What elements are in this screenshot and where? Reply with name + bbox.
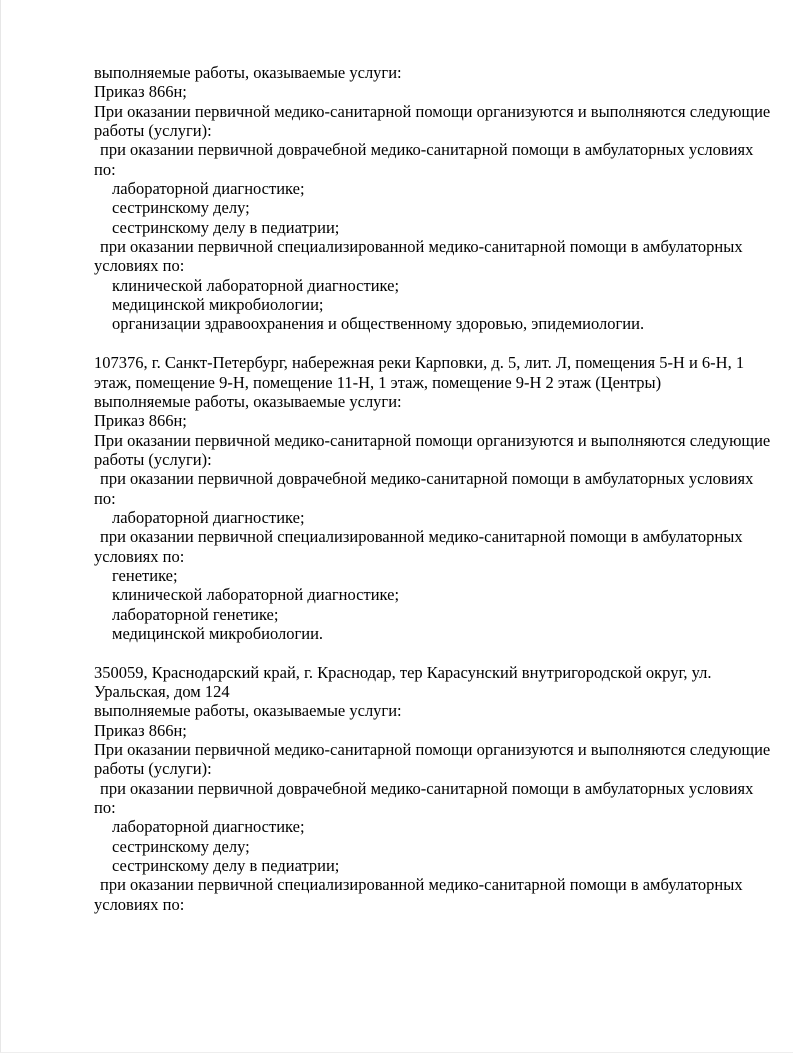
- text-line: выполняемые работы, оказываемые услуги:: [94, 63, 402, 82]
- text-line: по:: [94, 798, 116, 818]
- section-address-block-krasnodar: [94, 662, 771, 914]
- text-line: по:: [94, 159, 116, 179]
- text-line: При оказании первичной медико-санитарной помощи организуются и выполняются следующие: [94, 740, 771, 760]
- text-line: по:: [94, 488, 116, 508]
- text-line: при оказании первичной специализированной медико-санитарной помощи в амбулаторных: [100, 237, 743, 257]
- text-line: работы (услуги):: [94, 759, 212, 779]
- text-line: при оказании первичной специализированной медико-санитарной помощи в амбулаторных: [100, 527, 743, 547]
- text-line: при оказании первичной доврачебной медико-санитарной помощи в амбулаторных условиях: [100, 140, 754, 160]
- text-line: При оказании первичной медико-санитарной помощи организуются и выполняются следующие: [94, 101, 771, 121]
- text-line: клинической лабораторной диагностике;: [112, 585, 400, 605]
- text-line: 350059, Краснодарский край, г. Краснодар, тер Карасунский внутригородской округ, ул.: [94, 662, 712, 682]
- text-line: Уральская, дом 124: [94, 682, 230, 701]
- text-line: организации здравоохранения и общественному здоровью, эпидемиологии.: [112, 314, 645, 334]
- text-line: работы (услуги):: [94, 121, 212, 141]
- text-line: лабораторной диагностике;: [112, 507, 305, 527]
- text-line: условиях по:: [94, 256, 185, 276]
- text-line: при оказании первичной доврачебной медико-санитарной помощи в амбулаторных условиях: [100, 778, 754, 798]
- text-line: выполняемые работы, оказываемые услуги:: [94, 391, 402, 411]
- text-line: сестринскому делу;: [112, 198, 250, 218]
- text-line: сестринскому делу;: [112, 836, 250, 856]
- text-line: медицинской микробиологии.: [112, 623, 324, 643]
- text-line: лабораторной диагностике;: [112, 817, 305, 837]
- text-line: при оказании первичной доврачебной медико-санитарной помощи в амбулаторных условиях: [100, 469, 754, 489]
- text-line: работы (услуги):: [94, 449, 212, 469]
- text-line: Приказ 866н;: [94, 411, 187, 431]
- text-line: лабораторной диагностике;: [112, 179, 305, 199]
- text-line: условиях по:: [94, 546, 185, 566]
- section-services-block-top: [94, 63, 771, 334]
- text-line: сестринскому делу в педиатрии;: [112, 217, 340, 237]
- text-line: При оказании первичной медико-санитарной помощи организуются и выполняются следующие: [94, 430, 771, 450]
- text-line: этаж, помещение 9-Н, помещение 11-Н, 1 этаж, помещение 9-Н 2 этаж (Центры): [94, 372, 662, 392]
- license-works-text: [1, 0, 793, 914]
- text-line: 107376, г. Санкт-Петербург, набережная реки Карповки, д. 5, лит. Л, помещения 5-Н и 6-Н, 1: [94, 353, 745, 373]
- text-line: условиях по:: [94, 894, 185, 914]
- text-line: генетике;: [112, 565, 178, 585]
- text-line: сестринскому делу в педиатрии;: [112, 856, 340, 876]
- text-line: при оказании первичной специализированной медико-санитарной помощи в амбулаторных: [100, 875, 743, 895]
- section-address-block-spb: [94, 353, 771, 643]
- text-line: клинической лабораторной диагностике;: [112, 275, 400, 295]
- text-line: Приказ 866н;: [94, 82, 187, 102]
- text-line: выполняемые работы, оказываемые услуги:: [94, 701, 402, 721]
- text-line: медицинской микробиологии;: [112, 295, 324, 315]
- text-line: Приказ 866н;: [94, 720, 187, 740]
- text-line: лабораторной генетике;: [112, 604, 279, 624]
